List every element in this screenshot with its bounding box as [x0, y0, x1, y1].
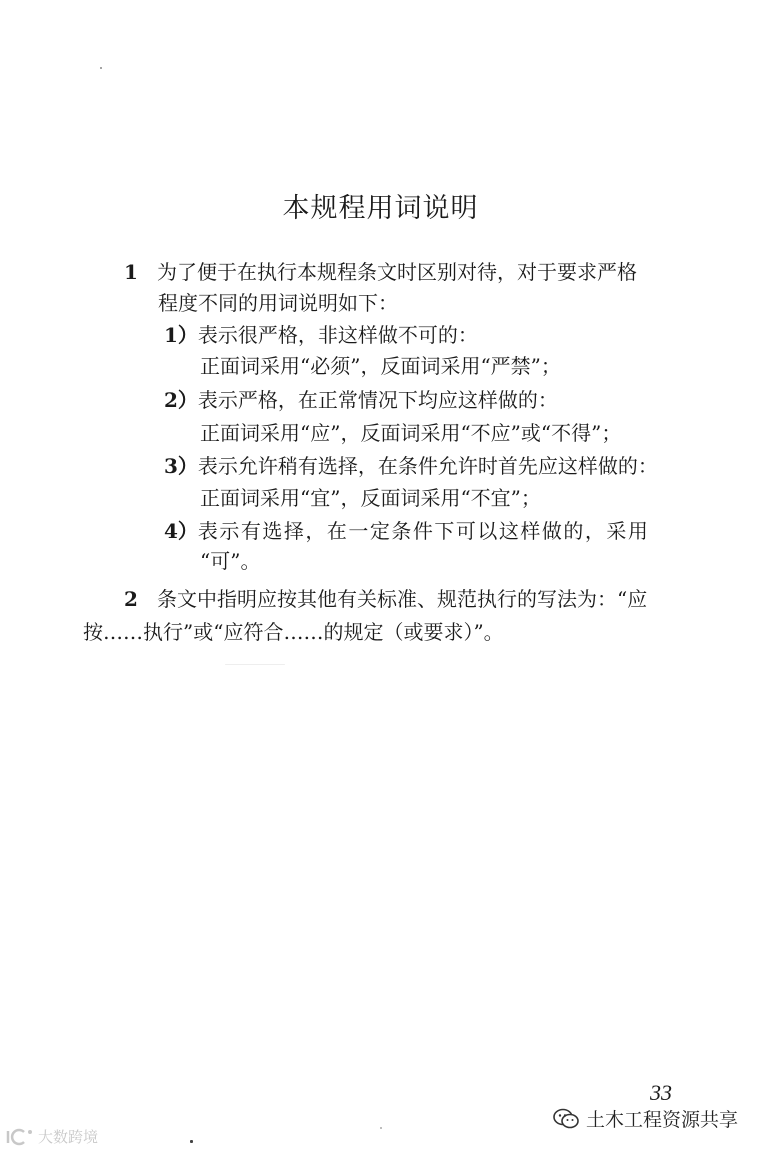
- sub-item-1-line-2: 正面词采用“必须”，反面词采用“严禁”；: [200, 354, 561, 378]
- sub-item-1-text-1: 表示很严格，非这样做不可的：: [197, 323, 478, 347]
- sub-item-2-text-1: 表示严格，在正常情况下均应这样做的：: [197, 388, 558, 412]
- wechat-icon: [552, 1107, 580, 1131]
- scan-speck: [380, 1127, 382, 1129]
- item-1-line-2: 程度不同的用词说明如下：: [158, 291, 398, 315]
- sub-item-3-text-1: 表示允许稍有选择，在条件允许时首先应这样做的：: [197, 454, 658, 478]
- logo-icon: [4, 1128, 34, 1146]
- sub-item-3-number: 3）: [164, 454, 198, 478]
- sub-item-3-line-2: 正面词采用“宜”，反面词采用“不宜”；: [200, 486, 541, 510]
- sub-item-2-line-1: [164, 386, 558, 414]
- sub-item-4-text-1: 表示有选择，在一定条件下可以这样做的，采用: [197, 519, 650, 543]
- scan-mark: [225, 664, 285, 665]
- page-title: 本规程用词说明: [282, 193, 479, 225]
- sub-item-3-line-1: [164, 452, 658, 480]
- scan-speck: [190, 1140, 193, 1143]
- page-number: 33: [650, 1080, 672, 1105]
- watermark-left-text: 大数跨境: [38, 1128, 99, 1146]
- item-1-number: 1: [124, 260, 138, 284]
- sub-item-1-number: 1）: [164, 323, 198, 347]
- sub-item-4-number: 4）: [164, 519, 198, 543]
- item-2-number: 2: [124, 587, 138, 611]
- watermark-right-text: 土木工程资源共享: [586, 1109, 739, 1131]
- item-2-text-1: 条文中指明应按其他有关标准、规范执行的写法为：“应: [157, 587, 648, 611]
- scan-speck: [100, 67, 102, 69]
- item-2-line-2: 按……执行”或“应符合……的规定（或要求）”。: [83, 620, 504, 644]
- item-2-line-1: [124, 585, 647, 613]
- sub-item-4-line-2: “可”。: [200, 549, 261, 573]
- item-1-line-1: [124, 258, 637, 286]
- sub-item-4-line-1: [164, 517, 649, 545]
- sub-item-2-number: 2）: [164, 388, 198, 412]
- watermark-right: [552, 1105, 738, 1132]
- sub-item-2-line-2: 正面词采用“应”，反面词采用“不应”或“不得”；: [200, 421, 622, 445]
- sub-item-1-line-1: [164, 321, 478, 349]
- watermark-left: [4, 1126, 98, 1147]
- item-1-text-1: 为了便于在执行本规程条文时区别对待，对于要求严格: [157, 260, 637, 284]
